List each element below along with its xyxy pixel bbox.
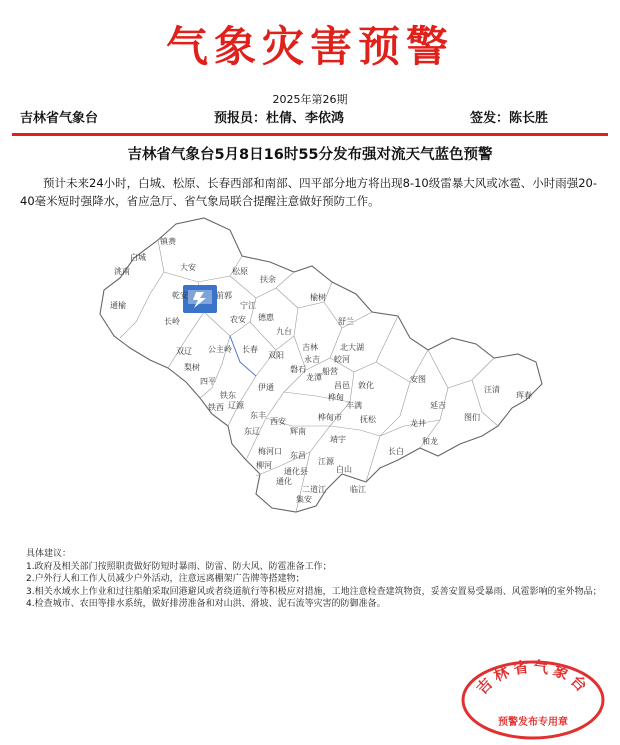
map-label: 白城 <box>130 253 146 262</box>
warning-headline: 吉林省气象台5月8日16时55分发布强对流天气蓝色预警 <box>127 147 493 163</box>
map-label: 东辽 <box>244 427 260 436</box>
map-label: 通化 <box>276 477 292 486</box>
map-label: 铁西 <box>208 403 224 412</box>
map-label: 扶余 <box>260 275 276 284</box>
map-label: 通化县 <box>284 467 308 476</box>
map-label: 通榆 <box>110 301 126 310</box>
advice-block <box>26 548 602 611</box>
red-divider <box>12 133 608 136</box>
official-seal <box>458 652 608 740</box>
map-label: 伊通 <box>258 383 274 392</box>
map-label: 双辽 <box>176 347 192 356</box>
svg-text:预警发布专用章: 预警发布专用章 <box>498 717 568 728</box>
map-label: 二道江 <box>302 485 326 494</box>
map-label: 和龙 <box>422 437 438 446</box>
jilin-map <box>80 212 550 522</box>
map-label: 农安 <box>230 315 246 324</box>
map-label: 东丰 <box>250 411 266 420</box>
map-label: 图们 <box>464 413 480 422</box>
map-label: 北大湖 <box>340 343 364 352</box>
map-label: 桦甸市 <box>318 413 342 422</box>
map-label: 长春 <box>242 345 258 354</box>
map-label: 辽源 <box>228 401 244 410</box>
issue-number: 2025年第26期 <box>272 93 348 106</box>
advice-heading: 具体建议： <box>26 549 72 559</box>
map-label: 永吉 <box>304 355 320 364</box>
map-label: 船营 <box>322 367 338 376</box>
map-label: 辉南 <box>290 427 306 436</box>
forecasters-label: 预报员： <box>214 111 267 126</box>
province-outline <box>100 218 542 512</box>
map-label: 松原 <box>232 267 248 276</box>
warning-icon <box>183 285 217 313</box>
map-label: 铁东 <box>220 391 236 400</box>
map-label: 抚松 <box>360 415 376 424</box>
map-label: 前郭 <box>216 291 232 300</box>
map-label: 舒兰 <box>338 317 354 326</box>
map-label: 龙井 <box>410 419 426 428</box>
map-label: 四平 <box>200 377 216 386</box>
map-label: 江源 <box>318 457 334 466</box>
map-label: 宁江 <box>240 301 256 310</box>
advice-item: 2.户外行人和工作人员减少户外活动，注意远离棚架广告牌等搭建物； <box>26 574 305 584</box>
map-label: 九台 <box>276 327 292 336</box>
map-label: 昌邑 <box>334 381 350 390</box>
map-label: 龙潭 <box>306 373 322 382</box>
map-label: 公主岭 <box>208 345 232 354</box>
warning-body: 预计未来24小时，白城、松原、长春西部和南部、四平部分地方将出现8-10级雷暴大风或冰雹、小时雨强20-40毫米短时强降水，省应急厅、省气象局联合提醒注意做好预防工作。 <box>20 176 598 208</box>
map-label: 敦化 <box>358 381 374 390</box>
page-title: 气象灾害预警 <box>165 22 454 71</box>
map-label: 靖宇 <box>330 435 346 444</box>
map-label: 安图 <box>410 375 426 384</box>
signer-line <box>470 107 548 126</box>
map-label: 长岭 <box>164 317 180 326</box>
map-label: 梨树 <box>184 363 200 372</box>
map-label: 双阳 <box>268 351 284 360</box>
map-label: 汪清 <box>484 385 500 394</box>
map-label: 梅河口 <box>258 447 282 456</box>
map-label: 大安 <box>180 263 196 272</box>
advice-item: 4.检查城市、农田等排水系统，做好排涝准备和对山洪、滑坡、泥石流等灾害的防御准备。 <box>26 599 386 609</box>
map-label: 白山 <box>336 465 352 474</box>
signer-label: 签发： <box>470 111 510 126</box>
map-label: 丰满 <box>346 401 362 410</box>
advice-item: 3.相关水域水上作业和过往船舶采取回港避风或者绕道航行等积极应对措施，工地注意检查建筑物资，妥善安置易受暴雨、风雹影响的室外物品； <box>26 586 602 597</box>
map-label: 临江 <box>350 485 366 494</box>
advice-item: 1.政府及相关部门按照职责做好防短时暴雨、防雷、防大风、防雹准备工作； <box>26 561 332 572</box>
map-label: 镇赉 <box>160 237 176 246</box>
map-label: 榆树 <box>310 293 326 302</box>
map-label: 柳河 <box>256 461 272 470</box>
map-label: 延吉 <box>430 401 446 410</box>
map-label: 洮南 <box>114 267 130 276</box>
map-label: 磐石 <box>290 365 306 374</box>
map-label: 珲春 <box>516 391 532 400</box>
forecasters-line <box>214 107 344 126</box>
forecasters: 杜倩、李依鸿 <box>266 111 345 126</box>
signer: 陈长胜 <box>509 111 549 126</box>
map-label: 吉林 <box>302 343 318 352</box>
map-label: 西安 <box>270 417 286 426</box>
map-label: 乾安 <box>172 291 188 300</box>
map-label: 东昌 <box>290 451 306 460</box>
map-label: 蛟河 <box>334 355 350 364</box>
map-label: 长白 <box>388 447 404 456</box>
svg-text:吉林省气象台: 吉林省气象台 <box>472 657 594 698</box>
map-label: 集安 <box>296 495 312 504</box>
issuer: 吉林省气象台 <box>20 111 99 126</box>
map-label: 德惠 <box>258 313 274 322</box>
map-label: 桦甸 <box>328 393 344 402</box>
